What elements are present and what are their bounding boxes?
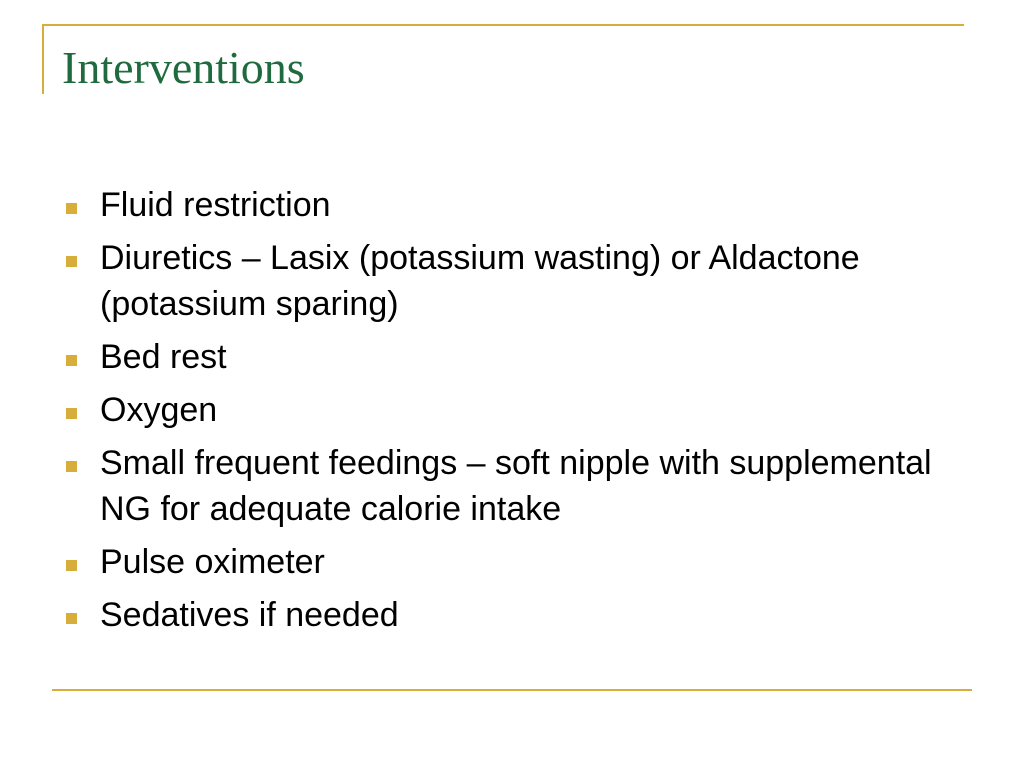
square-bullet-icon — [66, 613, 77, 624]
top-rule — [42, 24, 964, 26]
bullet-item — [62, 440, 962, 532]
bullet-item — [62, 235, 962, 327]
bullet-item — [62, 592, 962, 638]
bullet-text: Diuretics – Lasix (potassium wasting) or Aldactone (potassium sparing) — [100, 239, 860, 323]
square-bullet-icon — [66, 355, 77, 366]
bullet-item — [62, 334, 962, 380]
bullet-text: Fluid restriction — [100, 186, 331, 224]
bullet-text: Sedatives if needed — [100, 596, 399, 634]
bullet-item — [62, 182, 962, 228]
slide-title: Interventions — [62, 42, 305, 93]
bottom-rule — [52, 689, 972, 691]
square-bullet-icon — [66, 408, 77, 419]
square-bullet-icon — [66, 461, 77, 472]
square-bullet-icon — [66, 560, 77, 571]
bullet-text: Pulse oximeter — [100, 543, 325, 581]
bullet-item — [62, 387, 962, 433]
square-bullet-icon — [66, 203, 77, 214]
bullet-item — [62, 539, 962, 585]
square-bullet-icon — [66, 256, 77, 267]
bullet-text: Oxygen — [100, 391, 218, 429]
left-rule — [42, 24, 44, 94]
bullet-list — [62, 182, 962, 645]
bullet-text: Small frequent feedings – soft nipple with supplemental NG for adequate calorie intake — [100, 444, 932, 528]
bullet-text: Bed rest — [100, 338, 227, 376]
